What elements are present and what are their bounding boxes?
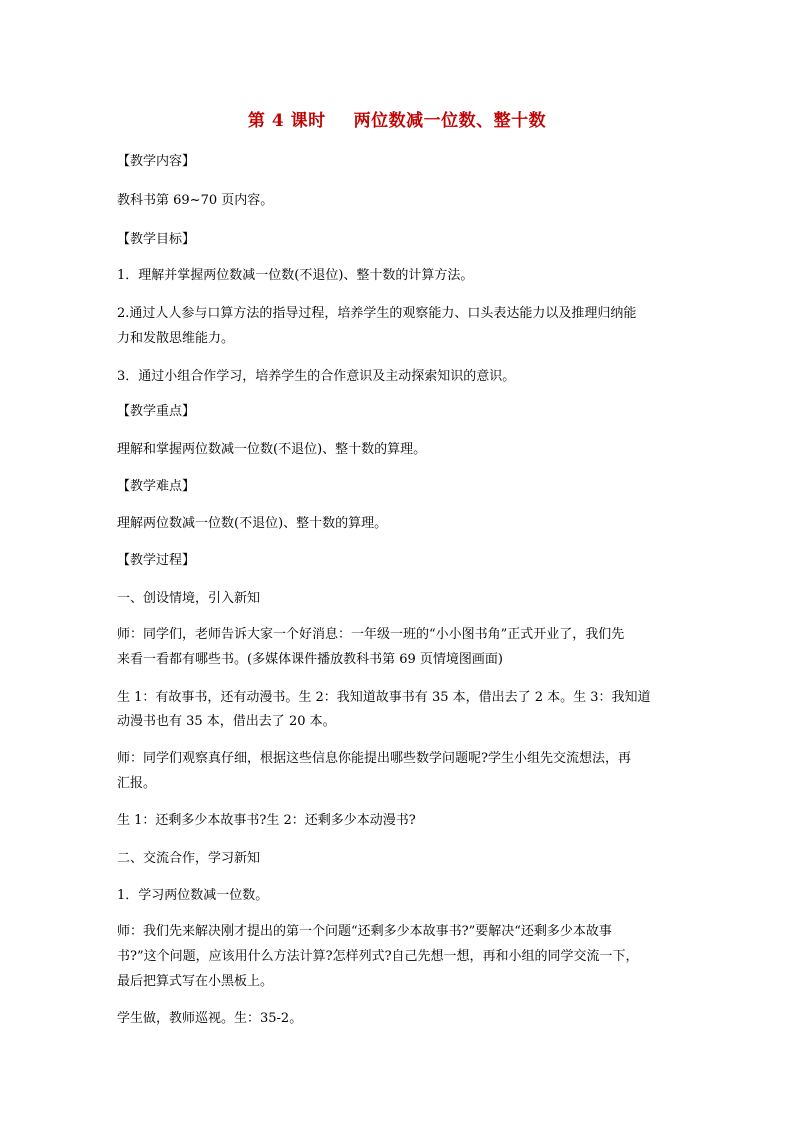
- step-1: 1．学习两位数减一位数。: [117, 888, 269, 903]
- goals-heading: 【教学目标】: [117, 232, 196, 247]
- goal-1: 1．理解并掌握两位数减一位数(不退位)、整十数的计算方法。: [117, 268, 474, 283]
- paragraph-3-line-2: 汇报。: [117, 776, 157, 791]
- paragraph-2-line-1: 生 1：有故事书，还有动漫书。生 2：我知道故事书有 35 本，借出去了 2 本。生 3：我知道: [117, 690, 651, 705]
- key-heading: 【教学重点】: [117, 404, 196, 419]
- paragraph-2-line-2: 动漫书也有 35 本，借出去了 20 本。: [117, 714, 336, 729]
- paragraph-5-line-1: 师：我们先来解决刚才提出的第一个问题“还剩多少本故事书?”要解决“还剩多少本故事: [117, 924, 612, 939]
- paragraph-1-line-2: 来看一看都有哪些书。(多媒体课件播放教科书第 69 页情境图画面): [117, 652, 503, 667]
- lesson-title: [0, 106, 794, 131]
- part-1-heading: 一、创设情境，引入新知: [117, 591, 261, 606]
- difficulty-heading: 【教学难点】: [117, 479, 196, 494]
- goal-2-line-2: 力和发散思维能力。: [117, 331, 235, 346]
- paragraph-5-line-2: 书?”这个问题，应该用什么方法计算?怎样列式?自己先想一想，再和小组的同学交流一下，: [117, 949, 639, 964]
- content-text: 教科书第 69~70 页内容。: [117, 193, 274, 208]
- lesson-number: 第 4 课时: [247, 111, 326, 131]
- lesson-topic: 两位数减一位数、整十数: [353, 111, 547, 131]
- paragraph-1-line-1: 师：同学们，老师告诉大家一个好消息：一年级一班的“小小图书角”正式开业了，我们先: [117, 627, 625, 642]
- content-heading: 【教学内容】: [117, 154, 196, 169]
- paragraph-3-line-1: 师：同学们观察真仔细，根据这些信息你能提出哪些数学问题呢?学生小组先交流想法，再: [117, 751, 631, 766]
- process-heading: 【教学过程】: [117, 553, 196, 568]
- paragraph-4: 生 1：还剩多少本故事书?生 2：还剩多少本动漫书?: [117, 813, 416, 828]
- difficulty-text: 理解两位数减一位数(不退位)、整十数的算理。: [117, 516, 388, 531]
- key-text: 理解和掌握两位数减一位数(不退位)、整十数的算理。: [117, 442, 427, 457]
- paragraph-6: 学生做，教师巡视。生：35-2。: [117, 1011, 303, 1026]
- paragraph-5-line-3: 最后把算式写在小黑板上。: [117, 974, 274, 989]
- goal-2-line-1: 2.通过人人参与口算方法的指导过程，培养学生的观察能力、口头表达能力以及推理归纳能: [117, 306, 637, 321]
- goal-3: 3．通过小组合作学习，培养学生的合作意识及主动探索知识的意识。: [117, 369, 516, 384]
- part-2-heading: 二、交流合作，学习新知: [117, 851, 261, 866]
